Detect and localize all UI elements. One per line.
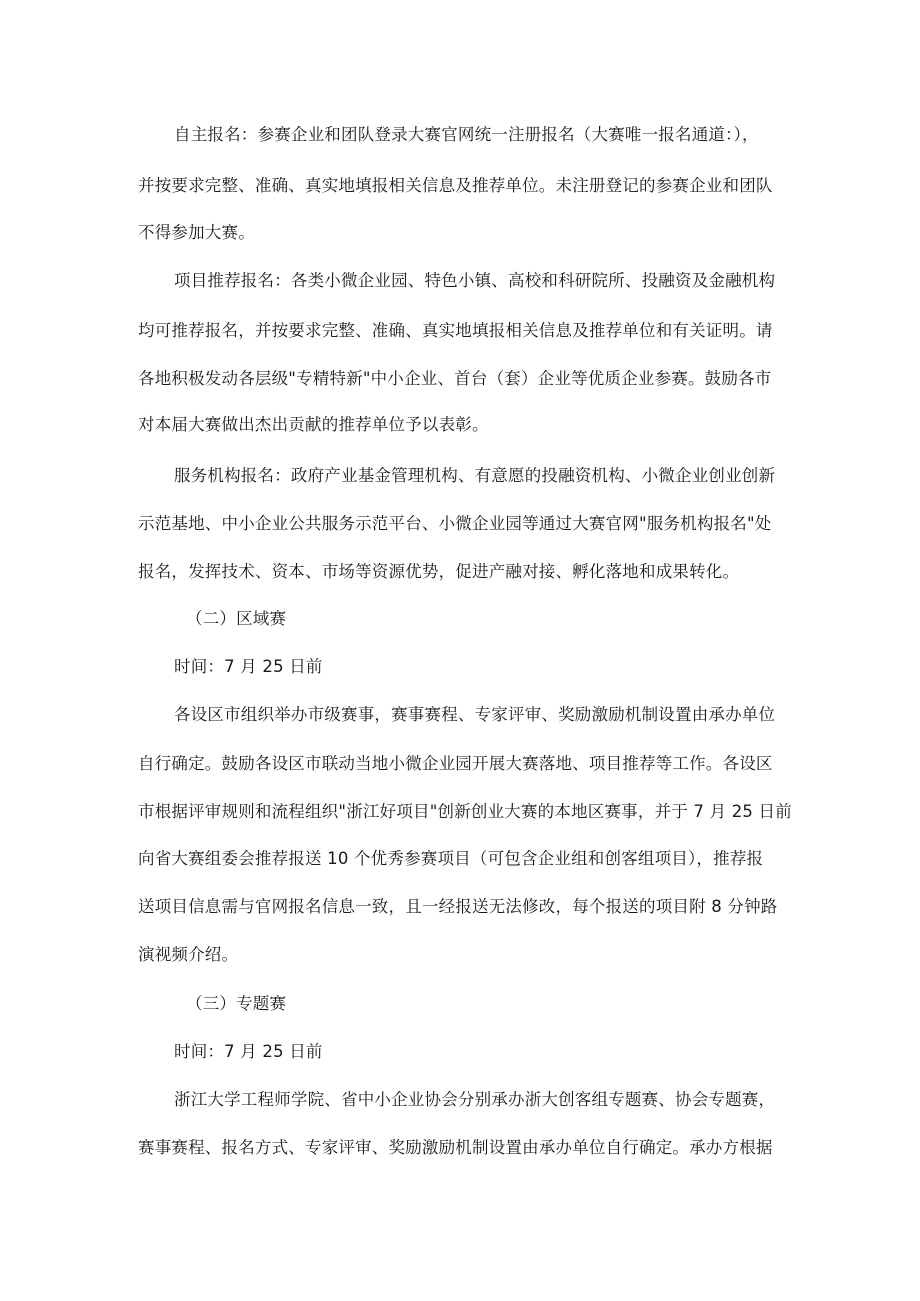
- para-service-org-line-3: 报名，发挥技术、资本、市场等资源优势，促进产融对接、孵化落地和成果转化。: [138, 562, 740, 581]
- para-service-org-line-2: 示范基地、中小企业公共服务示范平台、小微企业园等通过大赛官网"服务机构报名"处: [138, 514, 772, 533]
- para-thematic-line-1: 浙江大学工程师学院、省中小企业协会分别承办浙大创客组专题赛、协会专题赛，: [174, 1090, 776, 1109]
- para-thematic-line-2: 赛事赛程、报名方式、专家评审、奖励激励机制设置由承办单位自行确定。承办方根据: [138, 1138, 773, 1157]
- para-regional-line-4: 向省大赛组委会推荐报送 10 个优秀参赛项目（可包含企业组和创客组项目），推荐报: [138, 849, 764, 868]
- para-project-recommend-line-4: 对本届大赛做出杰出贡献的推荐单位予以表彰。: [138, 415, 489, 434]
- section-heading-regional: （二）区域赛: [186, 609, 287, 628]
- para-regional-line-5: 送项目信息需与官网报名信息一致，且一经报送无法修改，每个报送的项目附 8 分钟路: [138, 897, 778, 916]
- thematic-time: 时间：7 月 25 日前: [174, 1042, 323, 1061]
- para-regional-line-6: 演视频介绍。: [138, 945, 239, 964]
- para-regional-line-3: 市根据评审规则和流程组织"浙江好项目"创新创业大赛的本地区赛事，并于 7 月 25 日前: [138, 802, 792, 821]
- para-self-registration-line-2: 并按要求完整、准确、真实地填报相关信息及推荐单位。未注册登记的参赛企业和团队: [138, 176, 773, 195]
- section-heading-thematic: （三）专题赛: [186, 994, 287, 1013]
- para-project-recommend-line-2: 均可推荐报名，并按要求完整、准确、真实地填报相关信息及推荐单位和有关证明。请: [138, 321, 773, 340]
- para-project-recommend-line-1: 项目推荐报名：各类小微企业园、特色小镇、高校和科研院所、投融资及金融机构: [174, 271, 776, 290]
- para-service-org-line-1: 服务机构报名：政府产业基金管理机构、有意愿的投融资机构、小微企业创业创新: [174, 466, 776, 485]
- para-project-recommend-line-3: 各地积极发动各层级"专精特新"中小企业、首台（套）企业等优质企业参赛。鼓励各市: [138, 369, 772, 388]
- para-self-registration-line-3: 不得参加大赛。: [138, 223, 255, 242]
- para-self-registration-line-1: 自主报名：参赛企业和团队登录大赛官网统一注册报名（大赛唯一报名通道：），: [174, 125, 759, 144]
- para-regional-line-2: 自行确定。鼓励各设区市联动当地小微企业园开展大赛落地、项目推荐等工作。各设区: [138, 754, 773, 773]
- regional-time: 时间：7 月 25 日前: [174, 657, 323, 676]
- para-regional-line-1: 各设区市组织举办市级赛事，赛事赛程、专家评审、奖励激励机制设置由承办单位: [174, 705, 776, 724]
